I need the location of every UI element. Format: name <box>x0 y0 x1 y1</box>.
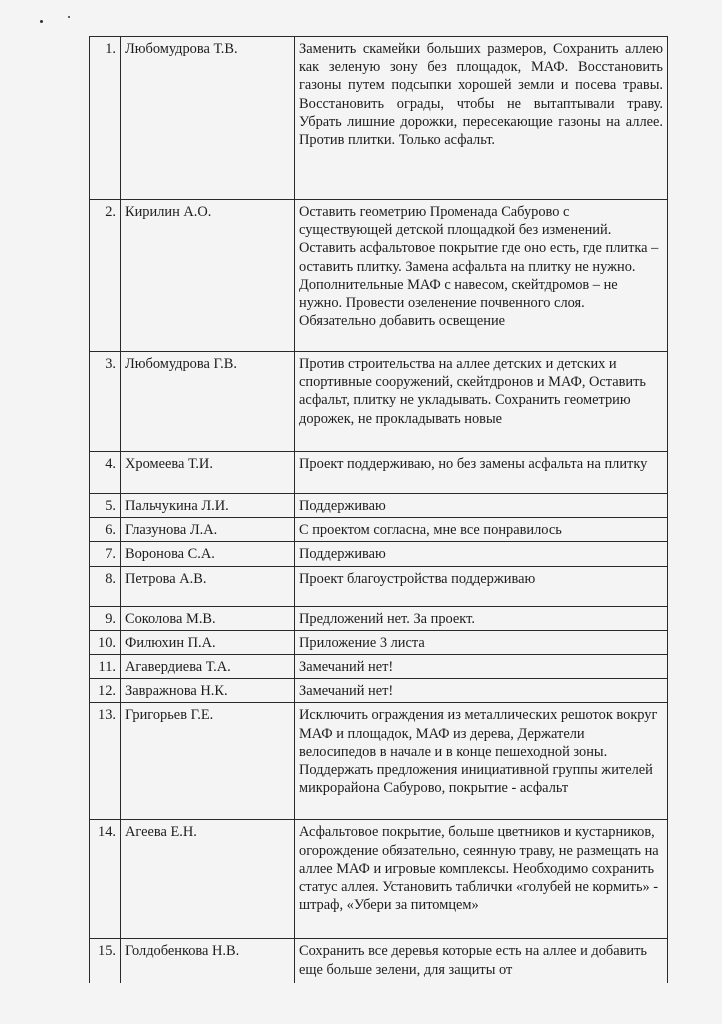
row-number: 6. <box>90 518 121 542</box>
resident-name: Кирилин А.О. <box>121 200 295 352</box>
resident-name: Соколова М.В. <box>121 606 295 630</box>
responses-table <box>89 36 668 983</box>
resident-comment: Оставить геометрию Променада Сабурово с существующей детской площадкой без изменений. Оставить асфальтовое покрытие где оно есть, где плитка – оставить плитку. Замена асфальта на плитку не нужно. Дополнительные МАФ с навесом, скейтдромов – не нужно. Провести озеленение почвенного слоя. Обязательно добавить освещение <box>295 200 668 352</box>
row-number: 1. <box>90 37 121 200</box>
table-row <box>90 703 668 820</box>
resident-comment: Сохранить все деревья которые есть на аллее и добавить еще больше зелени, для защиты от <box>295 939 668 983</box>
resident-name: Воронова С.А. <box>121 542 295 566</box>
row-number: 10. <box>90 630 121 654</box>
table-row <box>90 542 668 566</box>
resident-comment: Заменить скамейки больших размеров, Сохранить аллею как зеленую зону без площадок, МАФ. Восстановить газоны путем подсыпки хорошей земли и посева травы. Восстановить ограды, чтобы не вытаптывали траву. Убрать лишние дорожки, пересекающие газоны на аллее. Против плитки. Только асфальт. <box>295 37 668 200</box>
resident-name: Агеева Е.Н. <box>121 820 295 939</box>
table-row <box>90 494 668 518</box>
resident-comment: Поддерживаю <box>295 542 668 566</box>
table-row <box>90 679 668 703</box>
table-row <box>90 655 668 679</box>
row-number: 15. <box>90 939 121 983</box>
resident-name: Глазунова Л.А. <box>121 518 295 542</box>
resident-comment: С проектом согласна, мне все понравилось <box>295 518 668 542</box>
table-row <box>90 352 668 452</box>
row-number: 9. <box>90 606 121 630</box>
resident-name: Пальчукина Л.И. <box>121 494 295 518</box>
table-row <box>90 518 668 542</box>
resident-comment: Проект поддерживаю, но без замены асфальта на плитку <box>295 452 668 494</box>
resident-comment: Против строительства на аллее детских и детских и спортивные сооружений, скейтдронов и МАФ, Оставить асфальт, плитку не укладывать. Сохранить геометрию дорожек, не прокладывать новые <box>295 352 668 452</box>
scan-speck <box>40 20 43 23</box>
resident-name: Любомудрова Г.В. <box>121 352 295 452</box>
resident-comment: Приложение 3 листа <box>295 630 668 654</box>
resident-comment: Проект благоустройства поддерживаю <box>295 566 668 606</box>
row-number: 5. <box>90 494 121 518</box>
resident-name: Голдобенкова Н.В. <box>121 939 295 983</box>
table-row <box>90 939 668 983</box>
row-number: 12. <box>90 679 121 703</box>
row-number: 7. <box>90 542 121 566</box>
row-number: 4. <box>90 452 121 494</box>
resident-comment: Асфальтовое покрытие, больше цветников и кустарников, огорождение обязательно, сеянную траву, не размещать на аллее МАФ и игровые комплексы. Необходимо сохранить статус аллея. Установить таблички «голубей не кормить» - штраф, «Убери за питомцем» <box>295 820 668 939</box>
table-row <box>90 820 668 939</box>
resident-name: Завражнова Н.К. <box>121 679 295 703</box>
table-row <box>90 606 668 630</box>
resident-name: Хромеева Т.И. <box>121 452 295 494</box>
resident-comment: Замечаний нет! <box>295 679 668 703</box>
table-row <box>90 37 668 200</box>
row-number: 8. <box>90 566 121 606</box>
table-row <box>90 630 668 654</box>
resident-comment: Предложений нет. За проект. <box>295 606 668 630</box>
resident-comment: Замечаний нет! <box>295 655 668 679</box>
row-number: 11. <box>90 655 121 679</box>
table-row <box>90 566 668 606</box>
row-number: 14. <box>90 820 121 939</box>
resident-name: Агавердиева Т.А. <box>121 655 295 679</box>
table-row <box>90 200 668 352</box>
row-number: 13. <box>90 703 121 820</box>
resident-name: Филюхин П.А. <box>121 630 295 654</box>
resident-name: Григорьев Г.Е. <box>121 703 295 820</box>
row-number: 3. <box>90 352 121 452</box>
row-number: 2. <box>90 200 121 352</box>
resident-comment: Исключить ограждения из металлических решоток вокруг МАФ и площадок, МАФ из дерева, Держатели велосипедов в начале и в конце пешеходной зоны. Поддержать предложения инициативной группы жителей микрорайона Сабурово, покрытие - асфальт <box>295 703 668 820</box>
table-row <box>90 452 668 494</box>
scan-speck <box>68 16 70 18</box>
resident-name: Любомудрова Т.В. <box>121 37 295 200</box>
resident-name: Петрова А.В. <box>121 566 295 606</box>
resident-comment: Поддерживаю <box>295 494 668 518</box>
